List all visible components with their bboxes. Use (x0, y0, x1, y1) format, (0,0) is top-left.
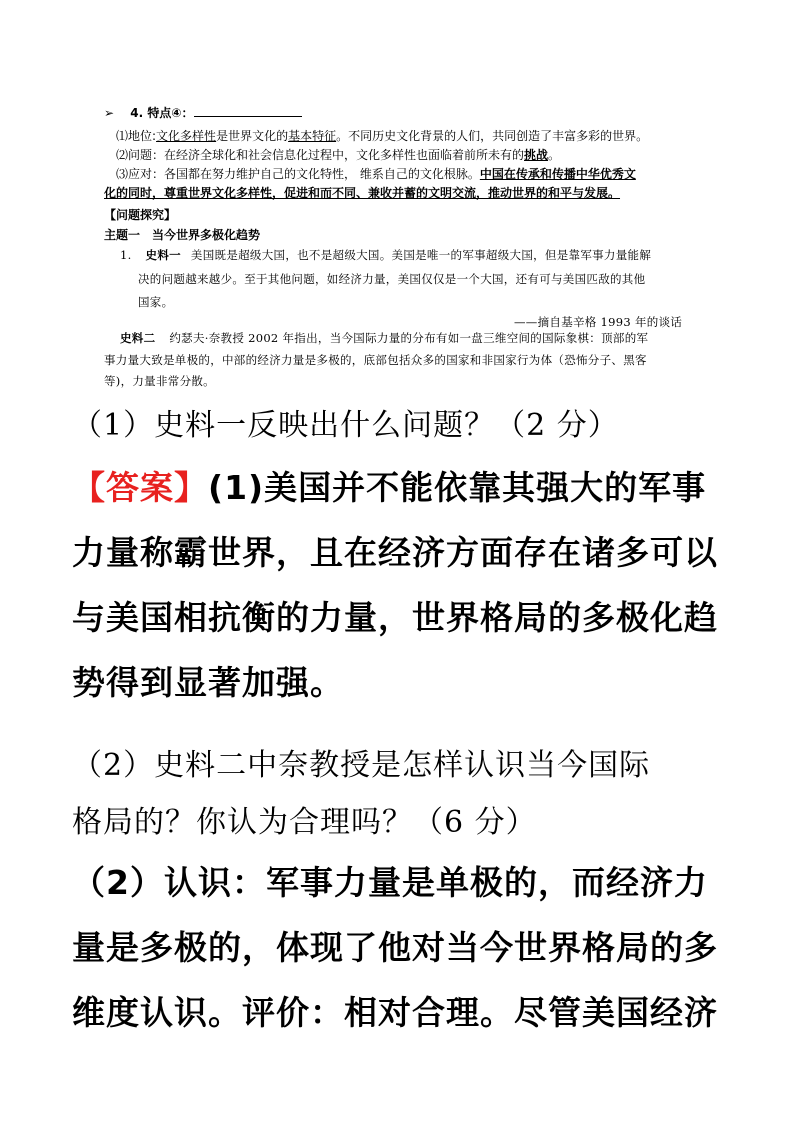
source2-line3: 等)，力量非常分散。 (104, 374, 215, 388)
point-response-continued: 化的同时，尊重世界文化多样性，促进和而不同、兼收并蓄的文明交流，推动世界的和平与发展。 (104, 186, 621, 200)
fill-blank (194, 104, 302, 117)
source1-line2: 决的问题越来越少。至于其他问题，如经济力量，美国仅仅是一个大国，还有可与美国匹敌的其他 (138, 272, 646, 286)
point-text: 。不同历史文化背景的人们，共同创造了丰富多彩的世界。 (336, 129, 649, 143)
source1-line1 (120, 243, 651, 267)
question-2-line2: 格局的？你认为合理吗？（6 分） (72, 805, 537, 840)
answer1-line1 (72, 462, 706, 509)
point-label: ⑶应对： (116, 167, 165, 181)
answer2-line1: （2）认识：军事力量是单极的，而经济力 (72, 863, 708, 902)
feature-label: 4. 特点④： (130, 106, 194, 120)
point-status (116, 127, 648, 145)
point-label: ⑴地位: (116, 129, 157, 143)
answer1-line2: 力量称霸世界，且在经济方面存在诸多可以 (72, 533, 718, 572)
source-number: 1. (120, 248, 132, 262)
point-response (116, 165, 636, 183)
arrow-bullet-icon: ➢ (104, 106, 115, 120)
source1-line3: 国家。 (138, 295, 174, 309)
point-text: 在经济全球化和社会信息化过程中，文化多样性也面临着前所未有的 (164, 148, 525, 162)
point-text: 各国都在努力维护自己的文化特性， 维系自己的文化根脉。 (164, 167, 480, 181)
source-label: 史料二 (120, 331, 156, 345)
point-text: 是世界文化的 (216, 129, 289, 143)
answer2-line2: 量是多极的，体现了他对当今世界格局的多 (72, 928, 718, 967)
source-label: 史料一 (145, 248, 181, 262)
feature-heading (104, 104, 302, 121)
question-2-line1: （2）史料二中奈教授是怎样认识当今国际 (72, 748, 651, 783)
underlined-term: 中国在传承和传播中华优秀文 (479, 167, 636, 181)
point-problem (116, 146, 560, 164)
answer1-line4: 势得到显著加强。 (72, 663, 344, 702)
source2-line1 (120, 326, 648, 350)
answer1-line3: 与美国相抗衡的力量，世界格局的多极化趋 (72, 598, 718, 637)
theme-heading: 主题一 当今世界多极化趋势 (104, 228, 261, 242)
source-text: 美国既是超级大国，也不是超级大国。美国是唯一的军事超级大国，但是靠军事力量能解 (190, 248, 652, 262)
underlined-term: 文化多样性 (156, 129, 217, 143)
answer2-line3: 维度认识。评价：相对合理。尽管美国经济 (72, 993, 718, 1032)
point-text: 。 (548, 148, 561, 162)
answer-text: (1)美国并不能依靠其强大的军事 (208, 468, 707, 507)
answer-tag: 【答案】 (72, 468, 208, 507)
underlined-term: 基本特征 (288, 129, 337, 143)
source-text: 约瑟夫·奈教授 2002 年指出，当今国际力量的分布有如一盘三维空间的国际象棋：顶部的军 (169, 331, 649, 345)
source2-line2: 事力量大致是单极的，中部的经济力量是多极的，底部包括众多的国家和非国家行为体（恐怖分子、黑客 (104, 353, 647, 367)
question-1: （1）史料一反映出什么问题？（2 分） (72, 408, 619, 443)
point-label: ⑵问题： (116, 148, 165, 162)
source1-attribution: ——摘自基辛格 1993 年的谈话 (514, 315, 683, 329)
inquiry-heading: 【问题探究】 (104, 208, 177, 222)
underlined-term: 挑战 (524, 148, 549, 162)
